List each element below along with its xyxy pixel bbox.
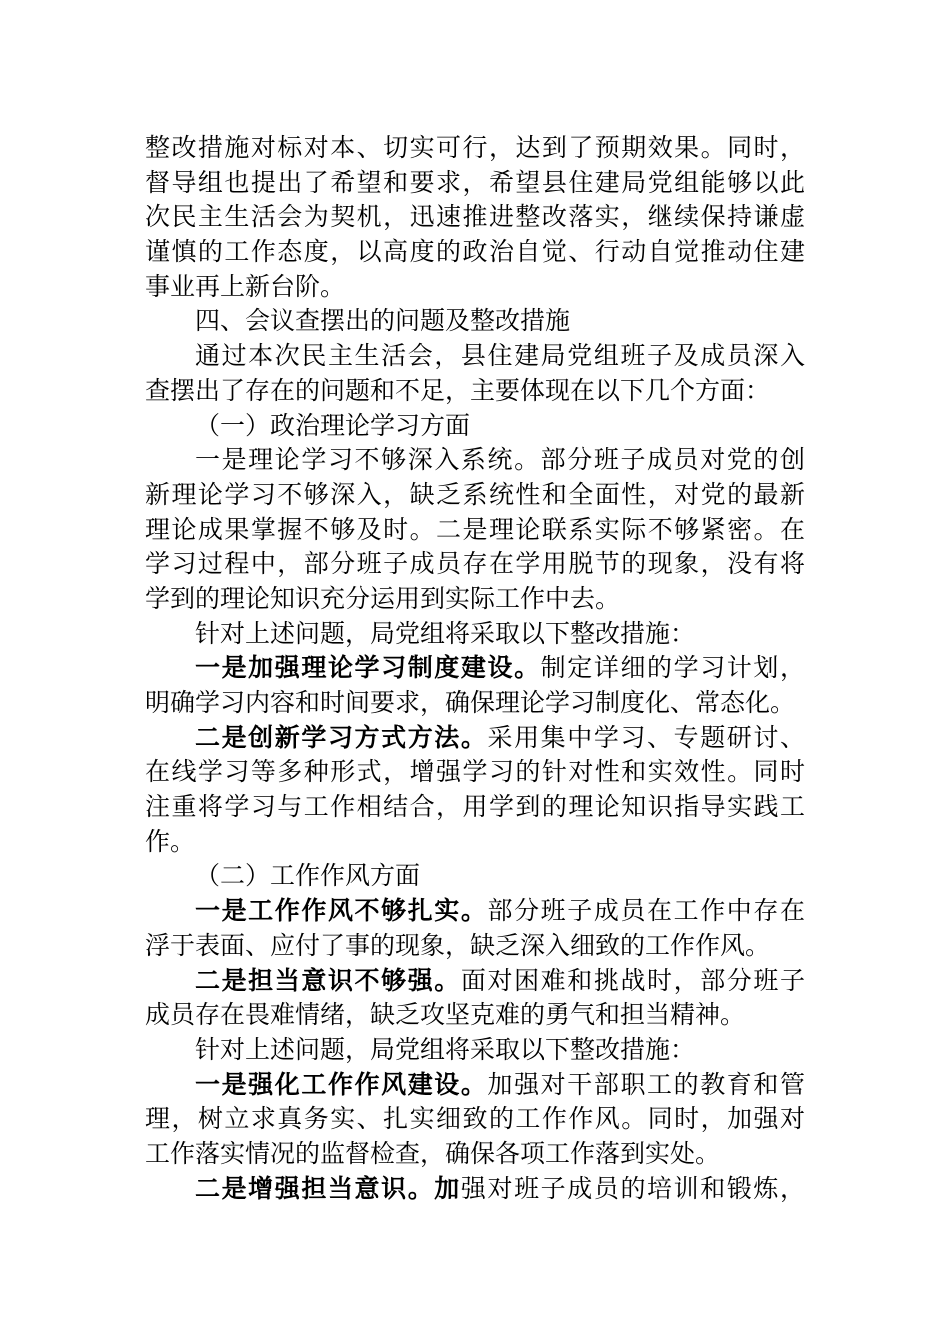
paragraph-line: 工作落实情况的监督检查，确保各项工作落到实处。 [145, 1138, 721, 1168]
measure-lead: 二是创新学习方式方法。 [195, 722, 488, 752]
paragraph-line: 谨慎的工作态度，以高度的政治自觉、行动自觉推动住建 [145, 237, 805, 267]
paragraph-line [145, 651, 805, 686]
paragraph-line: 在线学习等多种形式，增强学习的针对性和实效性。同时 [145, 757, 805, 787]
paragraph-line: 一是理论学习不够深入系统。部分班子成员对党的创 [195, 445, 805, 475]
subsection-heading-text: （二）工作作风方面 [195, 861, 421, 891]
problem-paragraph [145, 964, 805, 1033]
paragraph-text: 制定详细的学习计划， [540, 653, 805, 683]
paragraph-line: 学到的理论知识充分运用到实际工作中去。 [145, 583, 621, 613]
paragraph-line: 整改措施对标对本、切实可行，达到了预期效果。同时， [145, 133, 805, 162]
paragraph [145, 617, 805, 652]
paragraph-line: 理，树立求真务实、扎实细致的工作作风。同时，加强对 [145, 1104, 805, 1134]
paragraph-line: 督导组也提出了希望和要求，希望县住建局党组能够以此 [145, 167, 805, 197]
problem-lead: 二是担当意识不够强。 [195, 965, 461, 995]
measure-paragraph [145, 651, 805, 720]
paragraph-text: 部分班子成员在工作中存在 [487, 896, 805, 926]
paragraph-line: 浮于表面、应付了事的现象，缺乏深入细致的工作作风。 [145, 930, 771, 960]
paragraph-text: 强对班子成员的培训和锻炼， [460, 1173, 805, 1203]
paragraph-line: 明确学习内容和时间要求，确保理论学习制度化、常态化。 [145, 688, 796, 717]
subsection-heading [145, 859, 805, 894]
paragraph-line: 针对上述问题，局党组将采取以下整改措施： [195, 618, 696, 648]
paragraph-line [145, 894, 805, 929]
measure-paragraph [145, 721, 805, 860]
paragraph-line: 成员存在畏难情绪，缺乏攻坚克难的勇气和担当精神。 [145, 1000, 746, 1030]
paragraph-line: 针对上述问题，局党组将采取以下整改措施： [195, 1034, 696, 1064]
paragraph-line: 学习过程中，部分班子成员存在学用脱节的现象，没有将 [145, 549, 805, 579]
paragraph-line: 理论成果掌握不够及时。二是理论联系实际不够紧密。在 [145, 514, 805, 544]
paragraph-line [145, 721, 805, 756]
measure-lead: 一是强化工作作风建设。 [195, 1069, 488, 1099]
paragraph-line: 查摆出了存在的问题和不足，主要体现在以下几个方面： [145, 375, 771, 405]
subsection-heading [145, 409, 805, 444]
subsection-heading-text: （一）政治理论学习方面 [195, 410, 471, 440]
problem-lead: 一是工作作风不够扎实。 [195, 896, 488, 926]
section-heading [145, 304, 805, 339]
paragraph-line [145, 1172, 805, 1207]
paragraph [145, 443, 805, 616]
paragraph [145, 1033, 805, 1068]
paragraph-line [145, 964, 805, 999]
paragraph-line: 注重将学习与工作相结合，用学到的理论知识指导实践工 [145, 792, 805, 822]
paragraph-line [145, 1068, 805, 1103]
paragraph-line: 作。 [145, 826, 196, 856]
section-heading-text: 四、会议查摆出的问题及整改措施 [195, 306, 571, 336]
paragraph-line: 通过本次民主生活会，县住建局党组班子及成员深入 [195, 341, 805, 371]
paragraph-text: 采用集中学习、专题研讨、 [487, 722, 805, 752]
measure-lead: 一是加强理论学习制度建设。 [195, 653, 541, 683]
measure-paragraph [145, 1172, 805, 1207]
measure-paragraph [145, 1068, 805, 1172]
paragraph [145, 339, 805, 408]
paragraph-text: 加强对干部职工的教育和管 [487, 1069, 805, 1099]
paragraph-text: 面对困难和挑战时，部分班子 [460, 965, 805, 995]
paragraph-line: 新理论学习不够深入，缺乏系统性和全面性，对党的最新 [145, 479, 805, 509]
document-body [145, 131, 805, 1206]
paragraph [145, 131, 805, 304]
problem-paragraph [145, 894, 805, 963]
measure-lead: 二是增强担当意识。加 [195, 1173, 461, 1203]
paragraph-line: 次民主生活会为契机，迅速推进整改落实，继续保持谦虚 [145, 202, 805, 232]
paragraph-line: 事业再上新台阶。 [145, 271, 346, 301]
